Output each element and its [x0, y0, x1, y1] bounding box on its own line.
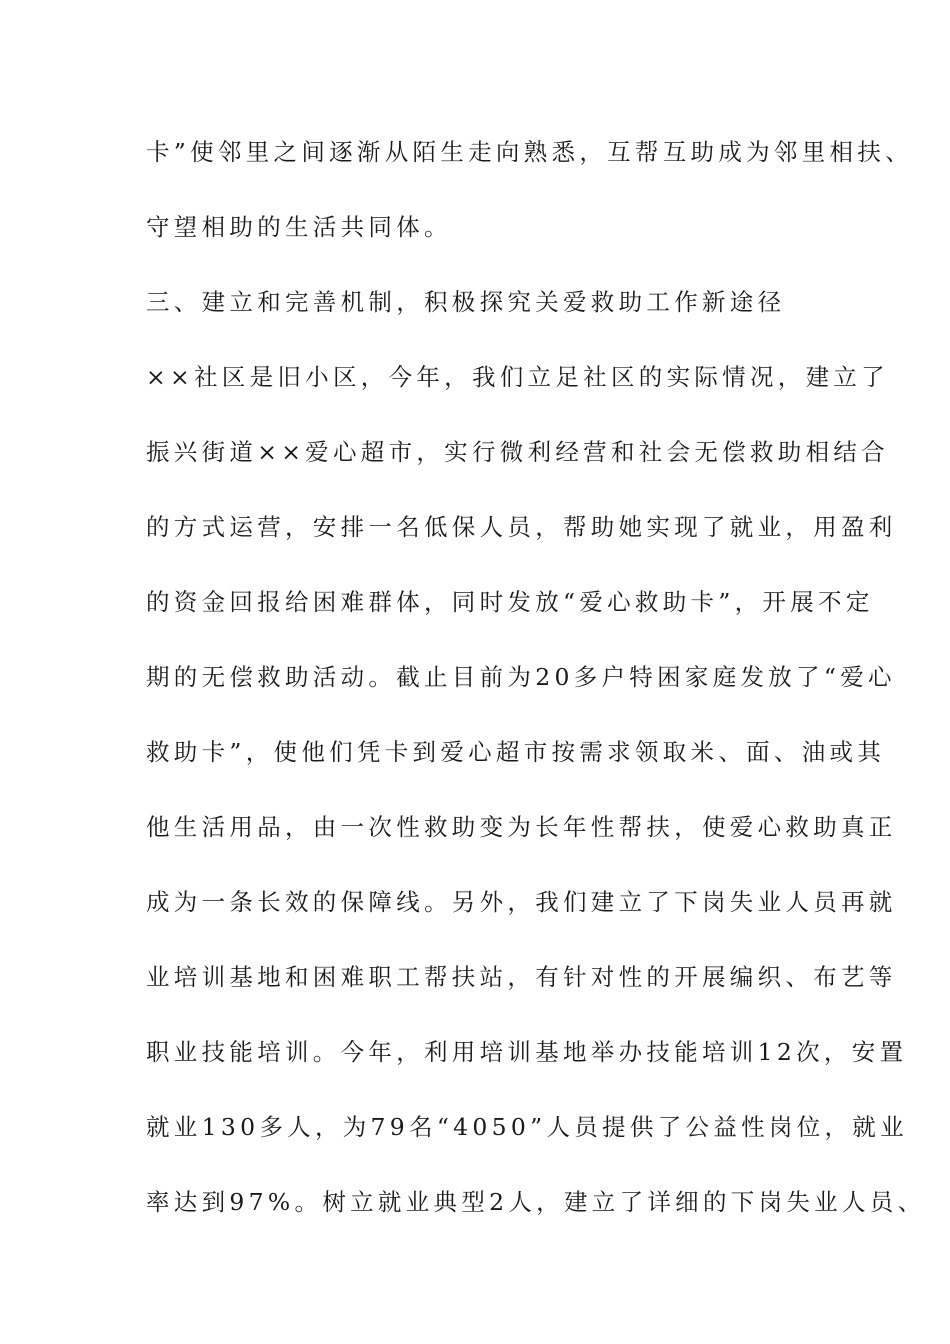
- text-line: 率达到97%。树立就业典型2人，建立了详细的下岗失业人员、: [146, 1188, 926, 1216]
- text-line: 业培训基地和困难职工帮扶站，有针对性的开展编织、布艺等: [146, 963, 897, 991]
- text-line: 的方式运营，安排一名低保人员，帮助她实现了就业，用盈利: [146, 513, 897, 541]
- text-line: 职业技能培训。今年，利用培训基地举办技能培训12次，安置: [146, 1038, 908, 1066]
- text-line: 振兴街道××爱心超市，实行微利经营和社会无偿救助相结合: [146, 438, 889, 466]
- text-line: 的资金回报给困难群体，同时发放“爱心救助卡”，开展不定: [146, 588, 874, 616]
- text-line: 成为一条长效的保障线。另外，我们建立了下岗失业人员再就: [146, 888, 897, 916]
- text-line: 卡”使邻里之间逐渐从陌生走向熟悉，互帮互助成为邻里相扶、: [146, 138, 913, 166]
- text-line: ××社区是旧小区，今年，我们立足社区的实际情况，建立了: [146, 363, 889, 391]
- section-heading: 三、建立和完善机制，积极探究关爱救助工作新途径: [146, 288, 786, 316]
- text-line: 救助卡”，使他们凭卡到爱心超市按需求领取米、面、油或其: [146, 738, 886, 766]
- text-line: 守望相助的生活共同体。: [146, 213, 452, 241]
- body-text: [146, 128, 926, 1253]
- text-line: 期的无偿救助活动。截止目前为20多户特困家庭发放了“爱心: [146, 663, 896, 691]
- text-line: 就业130多人，为79名“4050”人员提供了公益性岗位，就业: [146, 1113, 908, 1141]
- text-line: 他生活用品，由一次性救助变为长年性帮扶，使爱心救助真正: [146, 813, 897, 841]
